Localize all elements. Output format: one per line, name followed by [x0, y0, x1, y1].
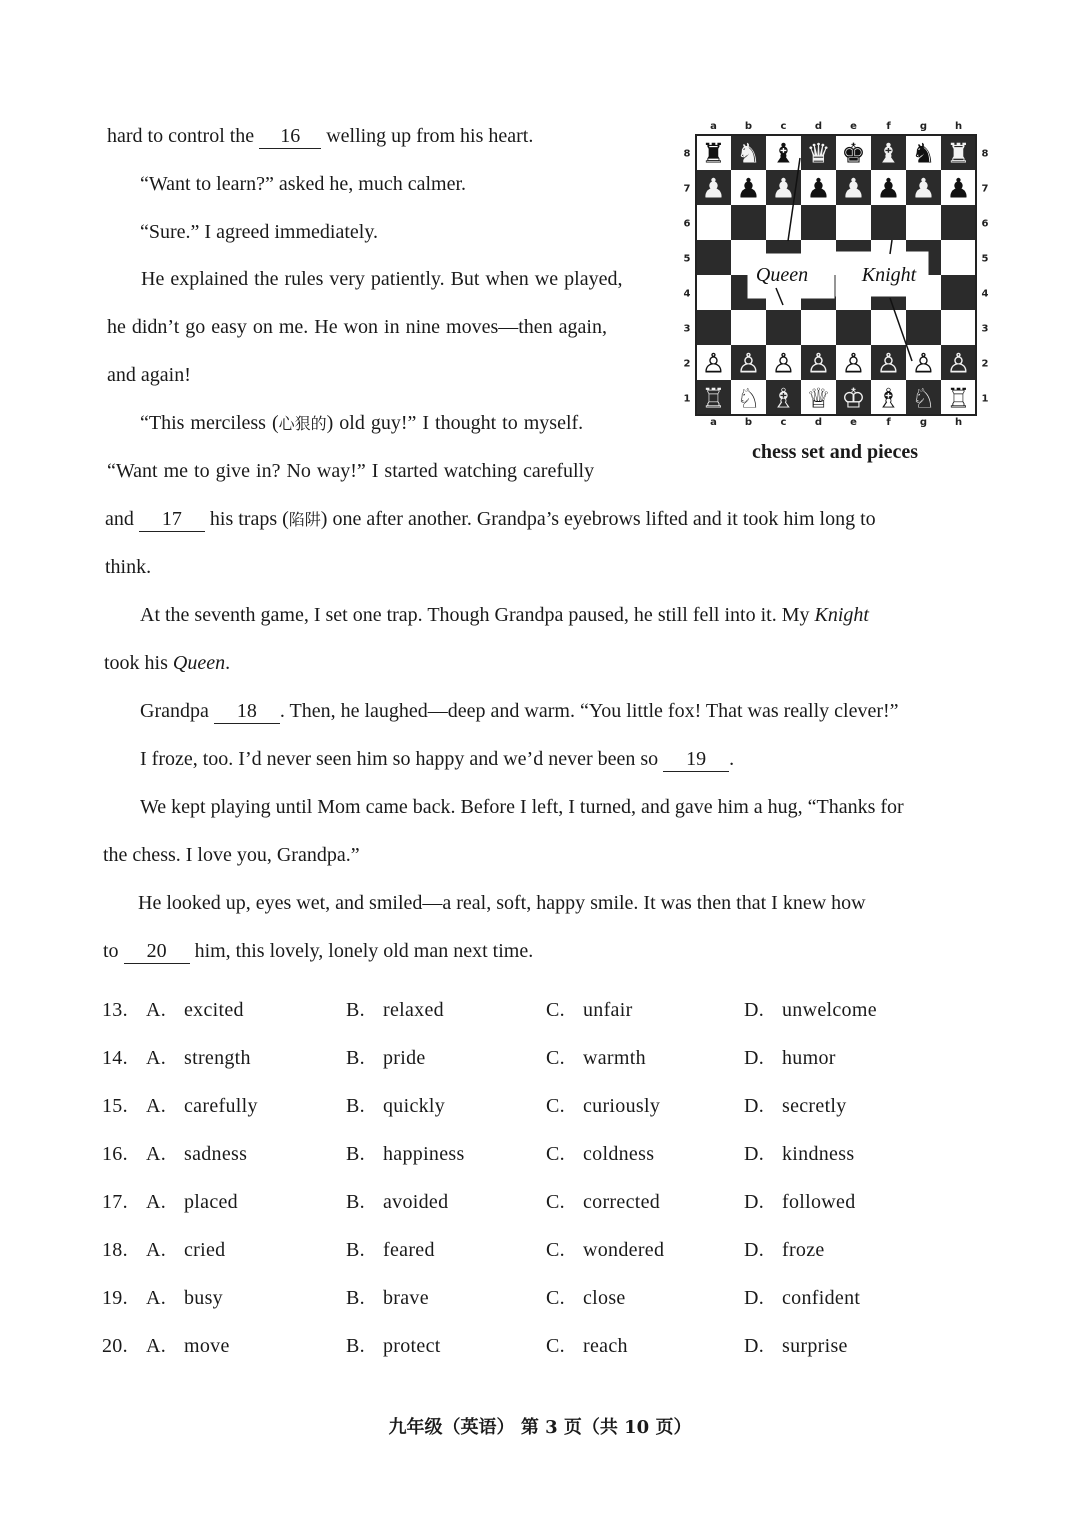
option-letter: A. [146, 999, 167, 1021]
chess-piece: ♗ [771, 383, 796, 415]
question-number: 18. [102, 1239, 128, 1261]
option-text: surprise [782, 1335, 848, 1357]
chess-piece: ♘ [911, 383, 936, 415]
chess-piece: ♟ [911, 173, 936, 205]
option-text: busy [184, 1287, 223, 1309]
passage-line: “This merciless (心狠的) old guy!” I thought to myself. [140, 412, 584, 434]
board-square [731, 205, 766, 240]
blank-18: 18 [214, 699, 280, 724]
chess-piece: ♕ [806, 383, 831, 415]
passage-line: hard to control the 16 welling up from his heart. [107, 125, 534, 147]
option-text: kindness [782, 1143, 855, 1165]
chess-piece: ♘ [736, 383, 761, 415]
file-label: b [744, 417, 753, 428]
rank-label: 2 [981, 358, 989, 370]
option-text: sadness [184, 1143, 248, 1165]
option-letter: D. [744, 1143, 765, 1165]
rank-label: 5 [981, 253, 989, 265]
chess-piece: ♜ [701, 138, 726, 170]
option-text: confident [782, 1287, 861, 1309]
option-text: pride [383, 1047, 426, 1069]
option-letter: B. [346, 1047, 365, 1069]
option-letter: D. [744, 1095, 765, 1117]
option-text: warmth [583, 1047, 646, 1069]
board-square [836, 310, 871, 345]
question-number: 17. [102, 1191, 128, 1213]
option-letter: B. [346, 999, 365, 1021]
knight-label: Knight [861, 264, 917, 286]
passage-line: and 17 his traps (陷阱) one after another. Grandpa’s eyebrows lifted and it took him long to [105, 508, 876, 530]
option-letter: C. [546, 1143, 565, 1165]
rank-label: 3 [981, 323, 989, 335]
option-letter: B. [346, 1287, 365, 1309]
rank-label: 2 [683, 358, 691, 370]
option-text: relaxed [383, 999, 444, 1021]
chess-piece: ♟ [876, 173, 901, 205]
chess-piece: ♝ [876, 138, 901, 170]
question-number: 20. [102, 1335, 128, 1357]
question-number: 19. [102, 1287, 128, 1309]
rank-label: 5 [683, 253, 691, 265]
option-text: strength [184, 1047, 251, 1069]
option-letter: D. [744, 1239, 765, 1261]
option-letter: A. [146, 1239, 167, 1261]
option-text: wondered [583, 1239, 665, 1261]
file-label: h [954, 121, 963, 132]
option-letter: D. [744, 1335, 765, 1357]
option-text: feared [383, 1239, 435, 1261]
option-letter: B. [346, 1239, 365, 1261]
rank-label: 8 [981, 148, 989, 160]
board-square [941, 310, 976, 345]
file-label: d [814, 417, 823, 428]
passage-line: “Want to learn?” asked he, much calmer. [140, 173, 467, 195]
passage-line: I froze, too. I’d never seen him so happy and we’d never been so 19 . [140, 748, 735, 770]
option-letter: B. [346, 1335, 365, 1357]
option-text: quickly [383, 1095, 446, 1117]
chess-piece: ♙ [806, 348, 831, 380]
option-letter: A. [146, 1095, 167, 1117]
chess-piece: ♞ [736, 138, 761, 170]
option-letter: B. [346, 1143, 365, 1165]
passage-line: to 20 him, this lovely, lonely old man next time. [103, 940, 534, 962]
chess-piece: ♚ [841, 138, 866, 170]
chess-piece: ♟ [806, 173, 831, 205]
board-square [801, 205, 836, 240]
passage-line: Grandpa 18 . Then, he laughed—deep and warm. “You little fox! That was really clever!” [140, 700, 899, 722]
chess-piece: ♜ [946, 138, 971, 170]
option-text: reach [583, 1335, 628, 1357]
chess-piece: ♖ [701, 383, 726, 415]
option-letter: A. [146, 1143, 167, 1165]
option-text: move [184, 1335, 230, 1357]
board-square [696, 205, 731, 240]
board-square [801, 310, 836, 345]
option-text: secretly [782, 1095, 847, 1117]
board-square [696, 240, 731, 275]
passage-line: “Want me to give in? No way!” I started watching carefully [107, 460, 595, 482]
question-number: 16. [102, 1143, 128, 1165]
board-square [906, 205, 941, 240]
rank-label: 4 [981, 288, 989, 300]
chess-piece: ♟ [946, 173, 971, 205]
chess-board-illustration [676, 118, 994, 436]
file-label: f [886, 417, 891, 428]
blank-20: 20 [124, 939, 190, 964]
file-label: c [780, 417, 787, 428]
passage-line: At the seventh game, I set one trap. Though Grandpa paused, he still fell into it. My Knight [140, 604, 869, 626]
question-number: 15. [102, 1095, 128, 1117]
rank-label: 3 [683, 323, 691, 335]
blank-16: 16 [259, 124, 321, 149]
board-square [871, 205, 906, 240]
option-letter: A. [146, 1191, 167, 1213]
file-label: h [954, 417, 963, 428]
chess-piece: ♛ [806, 138, 831, 170]
board-square [941, 240, 976, 275]
option-letter: B. [346, 1191, 365, 1213]
file-label: d [814, 121, 823, 132]
option-letter: D. [744, 1047, 765, 1069]
board-square [696, 310, 731, 345]
passage-line: We kept playing until Mom came back. Before I left, I turned, and gave him a hug, “Thanks for [140, 796, 904, 818]
file-label: a [710, 417, 717, 428]
rank-label: 6 [683, 218, 691, 230]
rank-label: 7 [683, 183, 691, 195]
option-text: coldness [583, 1143, 655, 1165]
chess-piece: ♙ [911, 348, 936, 380]
option-text: placed [184, 1191, 238, 1213]
file-label: g [919, 121, 928, 132]
rank-label: 8 [683, 148, 691, 160]
chess-piece: ♟ [771, 173, 796, 205]
option-letter: C. [546, 1191, 565, 1213]
option-text: froze [782, 1239, 825, 1261]
option-letter: C. [546, 1239, 565, 1261]
board-square [941, 275, 976, 310]
option-letter: A. [146, 1335, 167, 1357]
option-text: corrected [583, 1191, 661, 1213]
passage-line: he didn’t go easy on me. He won in nine moves—then again, [107, 316, 607, 338]
queen-label: Queen [755, 264, 809, 286]
board-square [696, 275, 731, 310]
rank-label: 4 [683, 288, 691, 300]
file-label: f [886, 121, 891, 132]
chess-piece: ♗ [876, 383, 901, 415]
option-letter: C. [546, 1335, 565, 1357]
passage-line: took his Queen. [104, 652, 231, 674]
option-text: followed [782, 1191, 856, 1213]
chess-piece: ♙ [701, 348, 726, 380]
file-label: g [919, 417, 928, 428]
rank-label: 7 [981, 183, 989, 195]
passage-line: the chess. I love you, Grandpa.” [103, 844, 360, 866]
option-letter: A. [146, 1287, 167, 1309]
board-square [941, 205, 976, 240]
page-footer: 九年级（英语） 第 3 页（共 10 页） [388, 1417, 692, 1438]
option-text: carefully [184, 1095, 258, 1117]
option-text: avoided [383, 1191, 449, 1213]
chess-piece: ♝ [771, 138, 796, 170]
passage-line: “Sure.” I agreed immediately. [140, 221, 379, 243]
option-text: happiness [383, 1143, 465, 1165]
chess-piece: ♙ [771, 348, 796, 380]
option-text: unfair [583, 999, 633, 1021]
chess-piece: ♟ [841, 173, 866, 205]
chess-piece: ♔ [841, 383, 866, 415]
option-text: curiously [583, 1095, 661, 1117]
option-letter: C. [546, 1047, 565, 1069]
board-square [731, 310, 766, 345]
rank-label: 1 [683, 393, 691, 405]
chess-caption: chess set and pieces [751, 441, 919, 463]
passage-line: and again! [107, 364, 191, 386]
board-square [766, 310, 801, 345]
board-square [766, 205, 801, 240]
chess-piece: ♞ [911, 138, 936, 170]
chess-piece: ♟ [736, 173, 761, 205]
chess-piece: ♟ [701, 173, 726, 205]
option-text: brave [383, 1287, 429, 1309]
option-text: unwelcome [782, 999, 877, 1021]
option-letter: D. [744, 1287, 765, 1309]
option-text: close [583, 1287, 626, 1309]
option-text: excited [184, 999, 244, 1021]
option-letter: D. [744, 1191, 765, 1213]
chess-piece: ♖ [946, 383, 971, 415]
question-number: 14. [102, 1047, 128, 1069]
file-label: e [850, 417, 857, 428]
passage-line: He looked up, eyes wet, and smiled—a real, soft, happy smile. It was then that I knew how [138, 892, 866, 914]
blank-19: 19 [663, 747, 729, 772]
file-label: b [744, 121, 753, 132]
board-square [836, 205, 871, 240]
board-square [906, 310, 941, 345]
option-text: cried [184, 1239, 226, 1261]
chess-piece: ♙ [736, 348, 761, 380]
chess-piece: ♙ [876, 348, 901, 380]
option-letter: B. [346, 1095, 365, 1117]
rank-label: 6 [981, 218, 989, 230]
option-letter: C. [546, 1095, 565, 1117]
chess-piece: ♙ [841, 348, 866, 380]
rank-label: 1 [981, 393, 989, 405]
file-label: a [710, 121, 717, 132]
option-letter: C. [546, 999, 565, 1021]
file-label: e [850, 121, 857, 132]
file-label: c [780, 121, 787, 132]
chess-piece: ♙ [946, 348, 971, 380]
question-number: 13. [102, 999, 128, 1021]
option-letter: C. [546, 1287, 565, 1309]
option-text: humor [782, 1047, 836, 1069]
option-letter: A. [146, 1047, 167, 1069]
option-text: protect [383, 1335, 441, 1357]
blank-17: 17 [139, 507, 205, 532]
option-letter: D. [744, 999, 765, 1021]
passage-line: He explained the rules very patiently. But when we played, [141, 268, 623, 290]
passage-line: think. [105, 556, 152, 578]
